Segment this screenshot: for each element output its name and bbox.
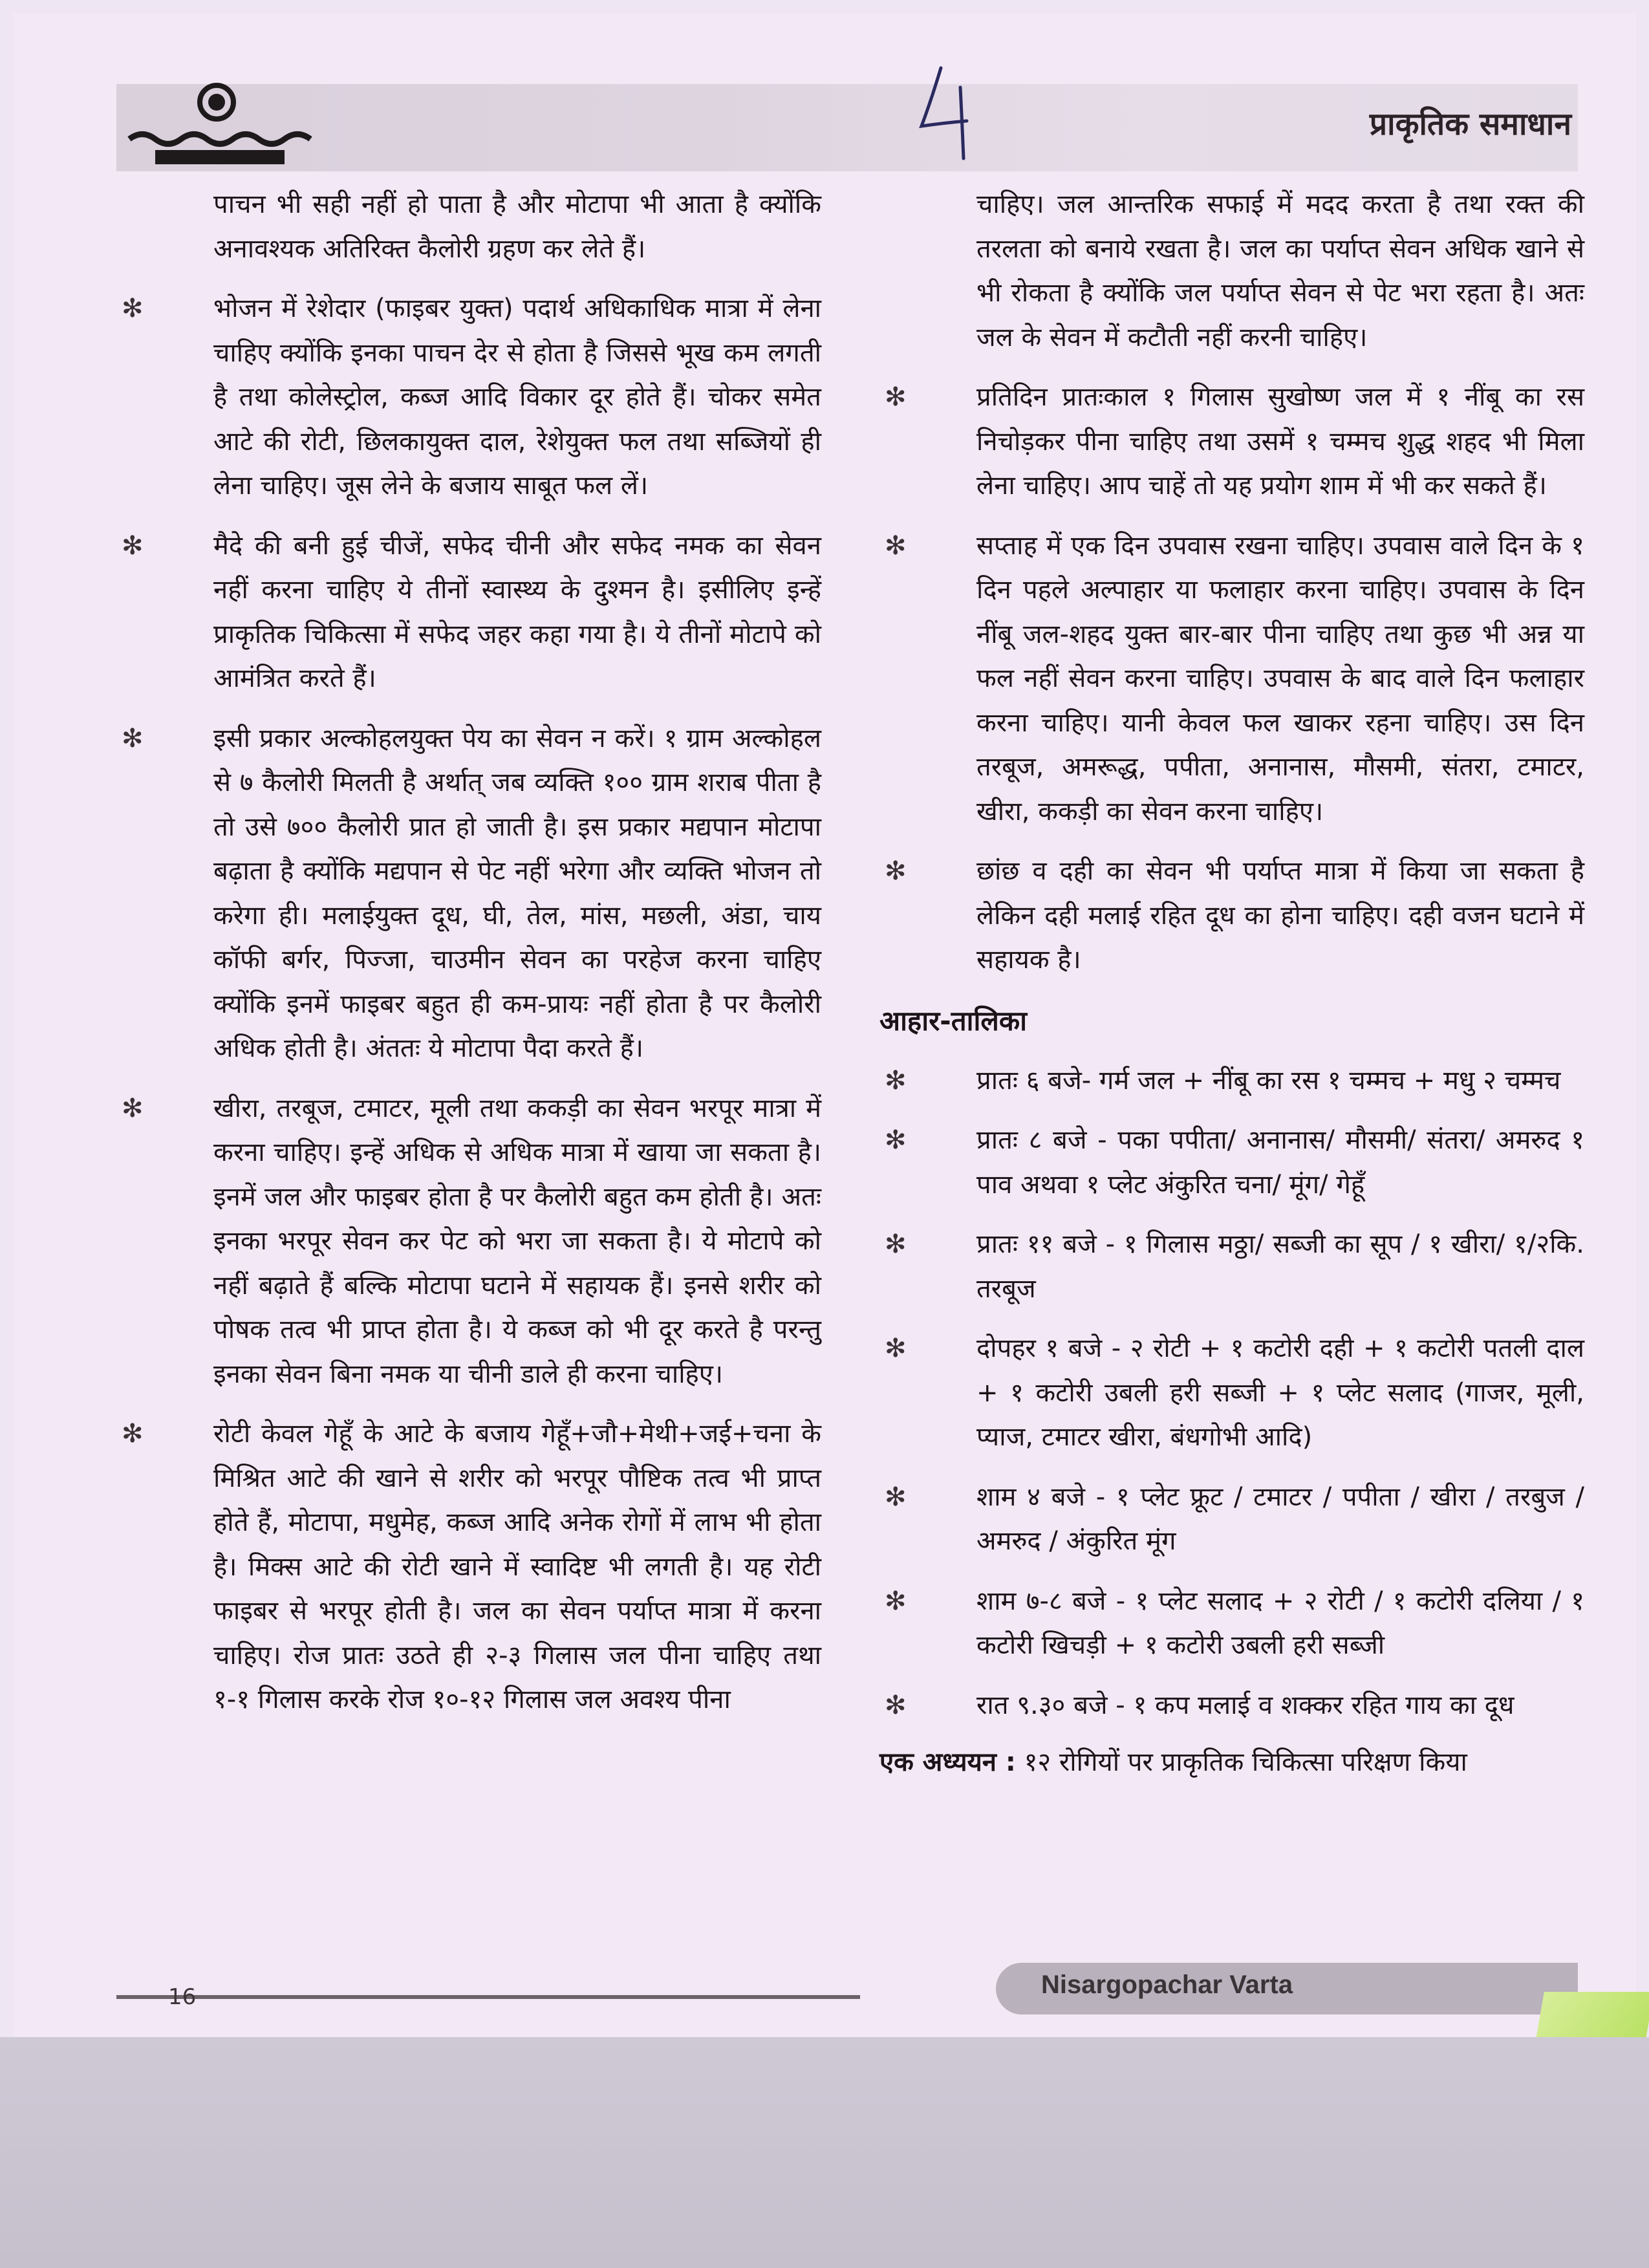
diet-item-text: प्रातः ६ बजे- गर्म जल + नींबू का रस १ चम्मच + मधु २ चम्मच [976, 1065, 1561, 1096]
asterisk-bullet-icon: ✻ [885, 382, 907, 412]
list-item [879, 849, 1584, 982]
list-item-text: खीरा, तरबूज, टमाटर, मूली तथा ककड़ी का सेवन भरपूर मात्रा में करना चाहिए। इन्हें अधिक से अधिक मात्रा में खाया जा सकता है। इनमें जल और फाइबर होता है पर कैलोरी बहुत कम होती है। अतः इनका भरपूर सेवन कर पेट को भरा जा सकता है। ये मोटापे को नहीं बढ़ाते हैं बल्कि मोटापा घटाने में सहायक हैं। इनसे शरीर को पोषक तत्व भी प्राप्त होता है। ये कब्ज को भी दूर करते है परन्तु इनका सेवन बिना नमक या चीनी डाले ही करना चाहिए। [213, 1093, 821, 1389]
magazine-name: Nisargopachar Varta [1041, 1971, 1293, 1999]
asterisk-bullet-icon: ✻ [885, 856, 907, 886]
list-item-text: भोजन में रेशेदार (फाइबर युक्त) पदार्थ अधिकाधिक मात्रा में लेना चाहिए क्योंकि इनका पाचन देर से होता है जिससे भूख कम लगती है तथा कोलेस्ट्रोल, कब्ज आदि विकार दूर होते हैं। चोकर समेत आटे की रोटी, छिलकायुक्त दाल, रेशेयुक्त फल तथा सब्जियों ही लेना चाहिए। जूस लेने के बजाय साबूत फल लें। [213, 294, 821, 501]
page-number: 16 [168, 1984, 197, 2010]
left-intro-paragraph: पाचन भी सही नहीं हो पाता है और मोटापा भी आता है क्योंकि अनावश्यक अतिरिक्त कैलोरी ग्रहण कर लेते हैं। [213, 189, 821, 264]
diet-item-text: शाम ४ बजे - १ प्लेट फ्रूट / टमाटर / पपीता / खीरा / तरबुज / अमरुद / अंकुरित मूंग [976, 1482, 1584, 1556]
asterisk-bullet-icon: ✻ [885, 1065, 907, 1096]
asterisk-bullet-icon: ✻ [885, 1125, 907, 1155]
lotus-logo-icon [123, 78, 317, 175]
list-item [116, 1086, 821, 1397]
header-band [116, 84, 1578, 171]
study-paragraph [879, 1740, 1584, 1785]
study-label: एक अध्ययन : [879, 1747, 1016, 1777]
asterisk-bullet-icon: ✻ [885, 1229, 907, 1259]
asterisk-bullet-icon: ✻ [885, 530, 907, 561]
asterisk-bullet-icon: ✻ [122, 530, 144, 561]
diet-item [879, 1059, 1584, 1103]
left-column [116, 182, 821, 1722]
diet-item-text: दोपहर १ बजे - २ रोटी + १ कटोरी दही + १ कटोरी पतली दाल + १ कटोरी उबली हरी सब्जी + १ प्लेट सलाद (गाजर, मूली, प्याज, टमाटर खीरा, बंधगोभी आदि) [976, 1334, 1584, 1452]
right-continuation-paragraph: चाहिए। जल आन्तरिक सफाई में मदद करता है तथा रक्त की तरलता को बनाये रखता है। जल का पर्याप्त सेवन अधिक खाने से भी रोकता है क्योंकि जल पर्याप्त सेवन से पेट भरा रहता है। अतः जल के सेवन में कटौती नहीं करनी चाहिए। [976, 189, 1584, 352]
diet-item [879, 1326, 1584, 1460]
asterisk-bullet-icon: ✻ [122, 1093, 144, 1123]
list-item-text: सप्ताह में एक दिन उपवास रखना चाहिए। उपवास वाले दिन के १ दिन पहले अल्पाहार या फलाहार करना चाहिए। उपवास के दिन नींबू जल-शहद युक्त बार-बार पीना चाहिए तथा कुछ भी अन्न या फल नहीं सेवन करना चाहिए। उपवास के बाद वाले दिन फलाहार करना चाहिए। यानी केवल फल खाकर रहना चाहिए। उस दिन तरबूज, अमरूद्ध, पपीता, अनानास, मौसमी, संतरा, टमाटर, खीरा, ककड़ी का सेवन करना चाहिए। [976, 530, 1584, 826]
list-item-text: मैदे की बनी हुई चीजें, सफेद चीनी और सफेद नमक का सेवन नहीं करना चाहिए ये तीनों स्वास्थ्य के दुश्मन है। इसीलिए इन्हें प्राकृतिक चिकित्सा में सफेद जहर कहा गया है। ये तीनों मोटापे को आमंत्रित करते हैं। [213, 530, 821, 693]
study-text: १२ रोगियों पर प्राकृतिक चिकित्सा परिक्षण किया [1024, 1747, 1467, 1777]
asterisk-bullet-icon: ✻ [885, 1690, 907, 1720]
right-column [879, 182, 1584, 1785]
list-item-text: छांछ व दही का सेवन भी पर्याप्त मात्रा में किया जा सकता है लेकिन दही मलाई रहित दूध का होना चाहिए। दही वजन घटाने में सहायक है। [976, 856, 1584, 975]
list-item-text: इसी प्रकार अल्कोहलयुक्त पेय का सेवन न करें। १ ग्राम अल्कोहल से ७ कैलोरी मिलती है अर्थात् जब व्यक्ति १०० ग्राम शराब पीता है तो उसे ७०० कैलोरी प्रात हो जाती है। इस प्रकार मद्यपान मोटापा बढ़ाता है क्योंकि मद्यपान से पेट नहीं भरेगा और व्यक्ति भोजन तो करेगा ही। मलाईयुक्त दूध, घी, तेल, मांस, मछली, अंडा, चाय कॉफी बर्गर, पिज्जा, चाउमीन सेवन का परहेज करना चाहिए क्योंकि इनमें फाइबर बहुत ही कम-प्रायः नहीं होता है पर कैलोरी अधिक होती है। अंततः ये मोटापा पैदा करते हैं। [213, 723, 821, 1063]
diet-chart-heading: आहार-तालिका [879, 1004, 1028, 1037]
scanner-background [0, 2037, 1649, 2268]
diet-item-text: प्रातः ११ बजे - १ गिलास मठ्ठा/ सब्जी का सूप / १ खीरा/ १/२कि. तरबूज [976, 1229, 1584, 1304]
asterisk-bullet-icon: ✻ [122, 1419, 144, 1449]
diet-item [879, 1222, 1584, 1311]
diet-item-text: शाम ७-८ बजे - १ प्लेट सलाद + २ रोटी / १ कटोरी दलिया / १ कटोरी खिचड़ी + १ कटोरी उबली हरी सब्जी [976, 1586, 1584, 1660]
handwritten-page-mark [905, 61, 983, 165]
list-item [879, 375, 1584, 508]
asterisk-bullet-icon: ✻ [885, 1482, 907, 1512]
diet-item [879, 1683, 1584, 1728]
asterisk-bullet-icon: ✻ [122, 294, 144, 323]
diet-item [879, 1118, 1584, 1207]
list-item [116, 524, 821, 701]
asterisk-bullet-icon: ✻ [885, 1334, 907, 1363]
footer-rule [116, 1995, 860, 1999]
diet-item [879, 1579, 1584, 1668]
diet-item [879, 1475, 1584, 1564]
list-item-text: प्रतिदिन प्रातःकाल १ गिलास सुखोष्ण जल में १ नींबू का रस निचोड़कर पीना चाहिए तथा उसमें १ चम्मच शुद्ध शहद भी मिला लेना चाहिए। आप चाहें तो यह प्रयोग शाम में भी कर सकते हैं। [976, 382, 1584, 501]
asterisk-bullet-icon: ✻ [122, 723, 144, 753]
list-item-text: रोटी केवल गेहूँ के आटे के बजाय गेहूँ+जौ+मेथी+जई+चना के मिश्रित आटे की खाने से शरीर को भरपूर पौष्टिक तत्व भी प्राप्त होते हैं, मोटापा, मधुमेह, कब्ज आदि अनेक रोगों में लाभ भी होता है। मिक्स आटे की रोटी खाने में स्वादिष्ट भी लगती है। यह रोटी फाइबर से भरपूर होती है। जल का सेवन पर्याप्त मात्रा में करना चाहिए। रोज प्रातः उठते ही २-३ गिलास जल पीना चाहिए तथा १-१ गिलास करके रोज १०-१२ गिलास जल अवश्य पीना [213, 1419, 821, 1714]
diet-item-text: रात ९.३० बजे - १ कप मलाई व शक्कर रहित गाय का दूध [976, 1690, 1514, 1720]
list-item [116, 1412, 821, 1722]
asterisk-bullet-icon: ✻ [885, 1586, 907, 1616]
list-item [116, 717, 821, 1071]
diet-item-text: प्रातः ८ बजे - पका पपीता/ अनानास/ मौसमी/ संतरा/ अमरुद १ पाव अथवा १ प्लेट अंकुरित चना/ मूंग/ गेहूँ [976, 1125, 1584, 1200]
section-title: प्राकृतिक समाधान [1369, 106, 1571, 142]
list-item [879, 524, 1584, 834]
list-item [116, 286, 821, 508]
